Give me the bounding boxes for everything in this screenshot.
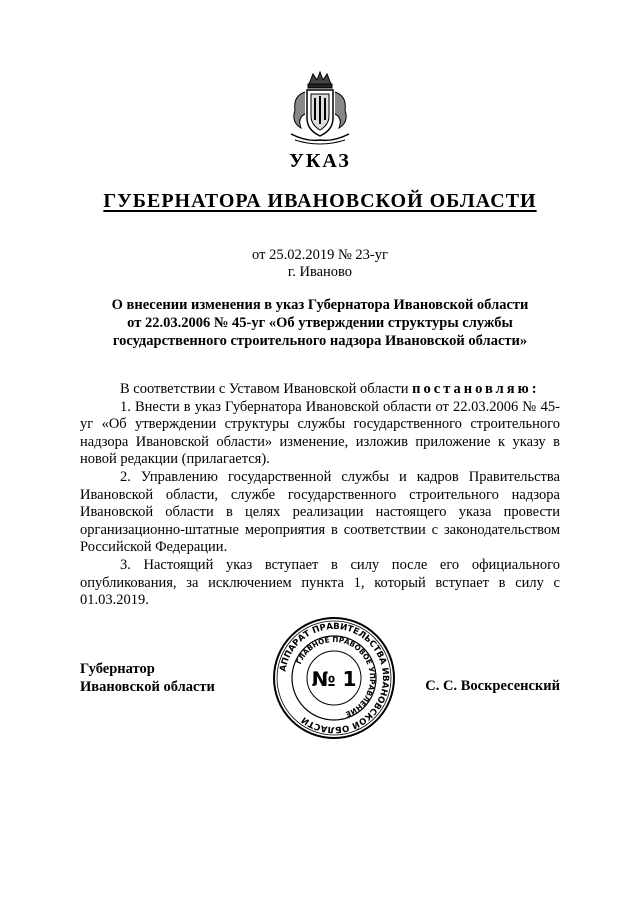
intro-emphasis: постановляю: [412,381,540,397]
signatory-position [80,660,215,696]
document-subtitle: ГУБЕРНАТОРА ИВАНОВСКОЙ ОБЛАСТИ [103,190,537,212]
body-item: 3. Настоящий указ вступает в силу после его официального опубликования, за исключением пункта 1, который вступает в силу с 01.03.2019. [80,556,560,609]
official-stamp [272,616,396,740]
subject-line: от 22.03.2006 № 45-уг «Об утверждении структуры службы [127,315,513,331]
document-body [80,381,560,610]
stamp-ring-text: АППАРАТ ПРАВИТЕЛЬСТВА ИВАНОВСКОЙ ОБЛАСТИ [278,621,391,735]
position-line: Губернатор [80,661,155,677]
date-number: от 25.02.2019 № 23-уг [252,247,388,263]
coat-of-arms-icon [287,70,353,146]
body-item: 1. Внести в указ Губернатора Ивановской области от 22.03.2006 № 45-уг «Об утверждении структуры службы государственного строительного надзора Ивановской области» изменение, изложив приложение к указу в новой редакции (прилагается). [80,398,560,468]
stamp-inner-text: ГЛАВНОЕ ПРАВОВОЕ УПРАВЛЕНИЕ [294,634,378,719]
intro-text: В соответствии с Уставом Ивановской области [120,381,413,397]
position-line: Ивановской области [80,679,215,695]
subject-line: государственного строительного надзора Ивановской области» [112,333,528,349]
subject-line: О внесении изменения в указ Губернатора Ивановской области [111,297,529,313]
city: г. Иваново [287,264,353,280]
signatory-name: С. С. Воскресенский [425,678,560,694]
body-intro [80,381,560,399]
body-item: 2. Управлению государственной службы и кадров Правительства Ивановской области, службе государственного строительного надзора Ивановской области в целях реализации настоящего указа провести организационно-штатные мероприятия в соответствии с законодательством Российской Федерации. [80,468,560,556]
stamp-number: № 1 [311,667,357,691]
document-subject [80,296,560,350]
document-title: УКАЗ [289,150,351,172]
